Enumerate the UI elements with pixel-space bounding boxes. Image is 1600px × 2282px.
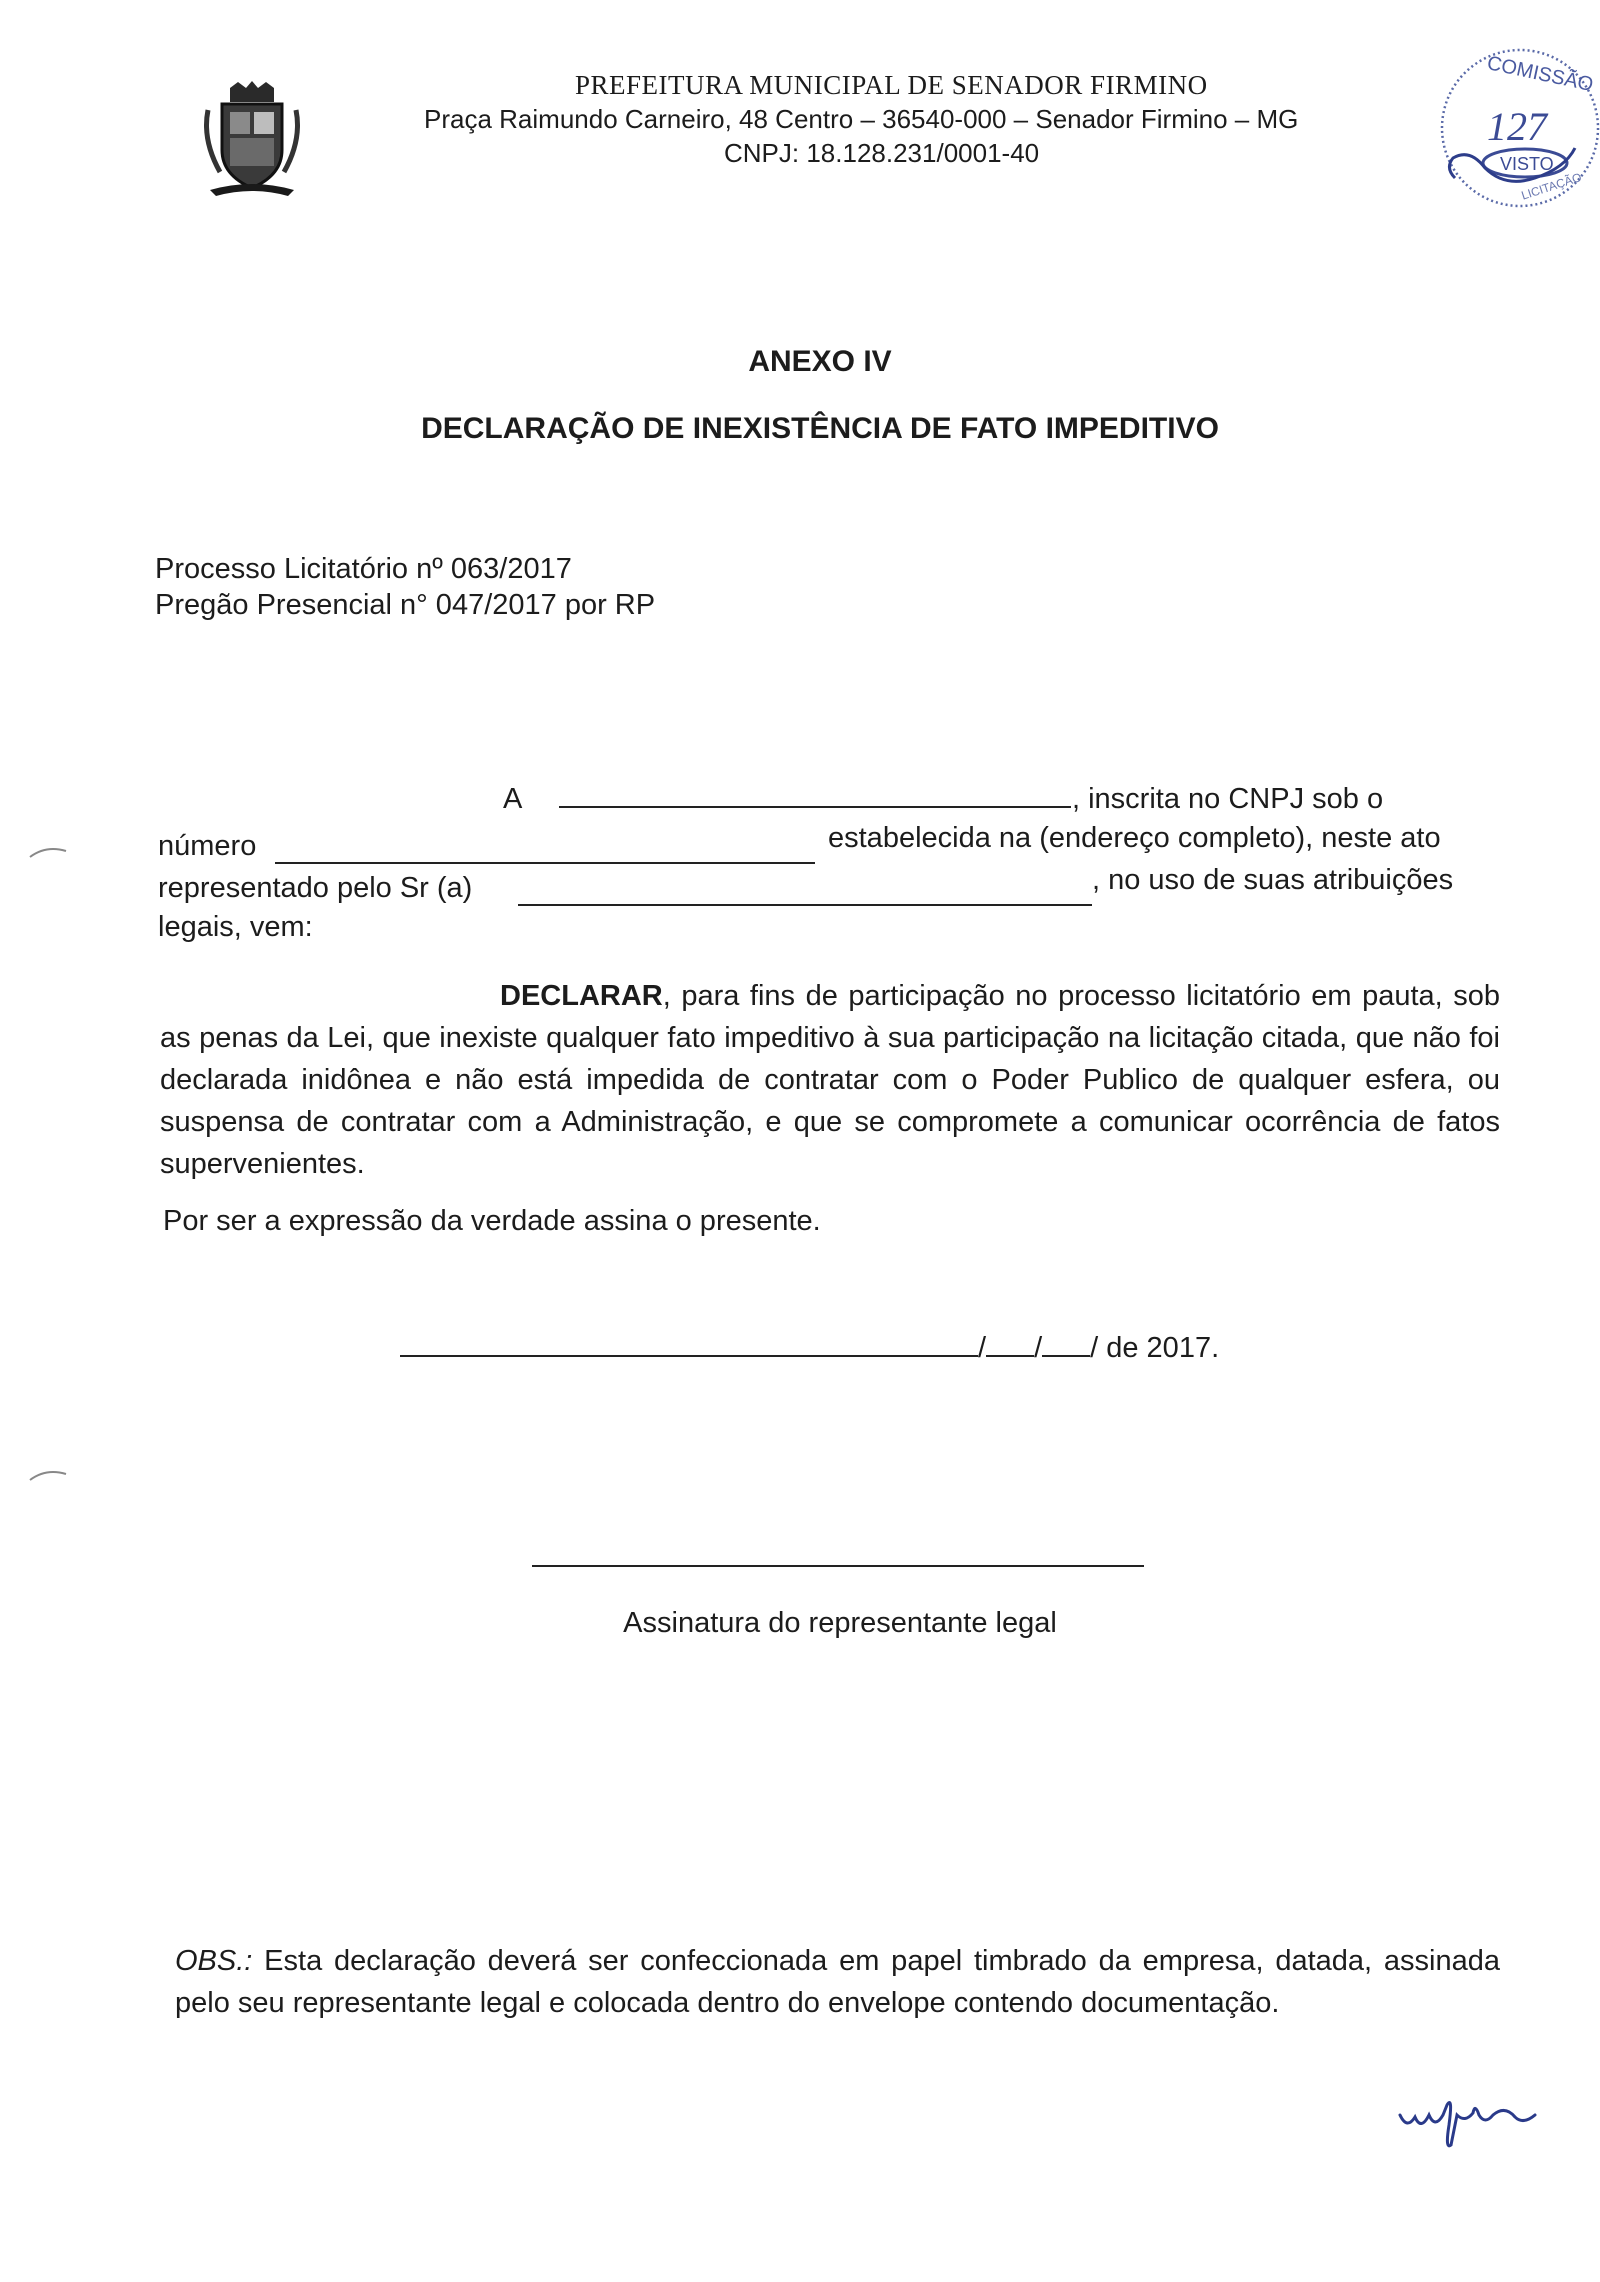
date-line [400, 1332, 1219, 1365]
representado-label: representado pelo Sr (a) [158, 872, 473, 904]
declaration-paragraph [160, 975, 1500, 1185]
declaration-title: DECLARAÇÃO DE INEXISTÊNCIA DE FATO IMPEDITIVO [421, 412, 1219, 445]
commission-stamp [1425, 18, 1600, 218]
date-separator-3: / [1090, 1332, 1099, 1364]
obs-note [175, 1940, 1500, 2024]
cnpj-number-blank[interactable] [275, 842, 815, 864]
year-text: de 2017. [1098, 1332, 1220, 1364]
company-name-blank[interactable] [559, 786, 1071, 808]
stamp-number: 127 [1487, 104, 1547, 149]
municipal-coat-of-arms-icon [200, 80, 305, 200]
margin-mark-icon [28, 1468, 68, 1482]
stamp-visto-text: VISTO [1500, 154, 1554, 174]
day-blank[interactable] [986, 1335, 1034, 1357]
estabelecida-text: estabelecida na (endereço completo), neste ato [828, 822, 1441, 854]
numero-label: número [158, 830, 257, 862]
process-number: Processo Licitatório nº 063/2017 [155, 553, 572, 585]
a-label: A [503, 783, 521, 815]
signature-label: Assinatura do representante legal [623, 1607, 1057, 1639]
handwritten-initials [1395, 2085, 1545, 2155]
prefecture-address: Praça Raimundo Carneiro, 48 Centro – 36540-000 – Senador Firmino – MG [424, 104, 1299, 134]
prefecture-name: PREFEITURA MUNICIPAL DE SENADOR FIRMINO [575, 70, 1208, 100]
legais-text: legais, vem: [158, 911, 313, 943]
atribuicoes-text: , no uso de suas atribuições [1092, 864, 1454, 896]
obs-label: OBS.: [175, 1945, 253, 1977]
stamp-bottom-text: LICITAÇÃO [1519, 170, 1584, 203]
date-separator-2: / [1034, 1332, 1043, 1364]
closing-sentence: Por ser a expressão da verdade assina o presente. [163, 1205, 821, 1237]
obs-text: Esta declaração deverá ser confeccionada em papel timbrado da empresa, datada, assinada pelo seu representante legal e colocada dentro do envelope contendo documentação. [175, 1945, 1500, 2019]
form-line-company [503, 783, 1071, 816]
signature-line[interactable] [532, 1565, 1144, 1567]
declaration-lead: DECLARAR [500, 980, 663, 1012]
declaration-body: , para fins de participação no processo licitatório em pauta, sob as penas da Lei, que inexiste qualquer fato impeditivo à sua participação na licitação citada, que não foi declarada inidônea e não está impedida de contratar com o Poder Publico de qualquer esfera, ou suspensa de contratar com a Administração, e que se compromete a comunicar ocorrência de fatos supervenientes. [160, 980, 1500, 1180]
stamp-top-text: COMISSÃO [1485, 52, 1596, 97]
date-separator-1: / [978, 1332, 987, 1364]
annex-heading: ANEXO IV [748, 345, 892, 378]
representative-name-blank[interactable] [518, 884, 1092, 906]
cnpj-text: , inscrita no CNPJ sob o [1072, 783, 1384, 815]
prefecture-cnpj: CNPJ: 18.128.231/0001-40 [724, 138, 1040, 168]
place-blank[interactable] [400, 1335, 978, 1357]
margin-mark-icon [28, 845, 68, 859]
month-blank[interactable] [1042, 1335, 1090, 1357]
pregao-number: Pregão Presencial n° 047/2017 por RP [155, 589, 656, 621]
